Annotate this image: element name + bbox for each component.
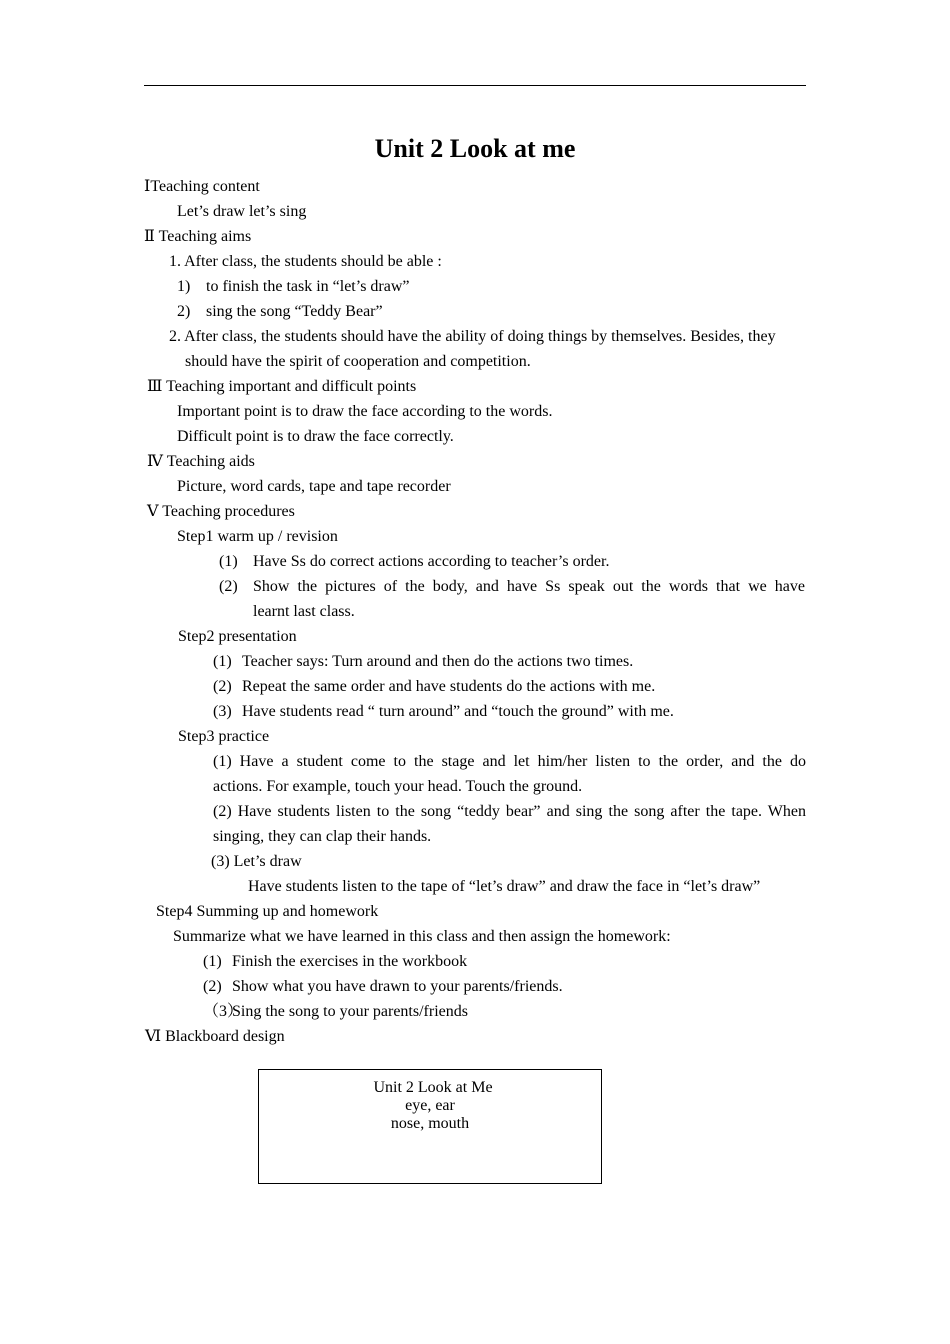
aim-1-sub-1 [177, 277, 410, 297]
list-number: (2) [219, 578, 238, 595]
page-title: Unit 2 Look at me [374, 134, 576, 163]
section-6-heading: Ⅵ Blackboard design [145, 1028, 285, 1045]
aim-1: 1. After class, the students should be able : [169, 253, 442, 270]
aim-1-sub-2 [177, 302, 383, 322]
list-number: 1) [177, 278, 191, 295]
section-5-heading: Ⅴ Teaching procedures [147, 503, 295, 520]
step-3-heading: Step3 practice [178, 728, 270, 745]
difficult-point: Difficult point is to draw the face correctly. [177, 428, 454, 445]
list-number: (1) [203, 953, 222, 970]
list-number: (1) [213, 653, 232, 670]
blackboard-title: Unit 2 Look at Me [373, 1079, 493, 1096]
aim-2-line-1: 2. After class, the students should have the ability of doing things by themselves. Besides, they [169, 328, 776, 345]
step-3-item-2-line-1: (2) Have students listen to the song “teddy bear” and sing the song after the tape. When [213, 803, 806, 820]
list-number: 2) [177, 303, 191, 320]
list-text: Repeat the same order and have students do the actions with me. [242, 678, 656, 695]
step-3-item-3-detail: Have students listen to the tape of “let’s draw” and draw the face in “let’s draw” [248, 878, 761, 895]
step-1-heading: Step1 warm up / revision [177, 528, 338, 545]
teaching-content-line: Let’s draw let’s sing [177, 203, 307, 220]
step-4-intro: Summarize what we have learned in this class and then assign the homework: [173, 928, 671, 945]
blackboard-line-2: nose, mouth [390, 1115, 470, 1132]
step-3-item-3: (3) Let’s draw [211, 853, 302, 870]
list-text: Teacher says: Turn around and then do the actions two times. [242, 653, 634, 670]
step-4-heading: Step4 Summing up and homework [156, 903, 379, 920]
important-point: Important point is to draw the face according to the words. [177, 403, 553, 420]
step-3-item-2-line-2: singing, they can clap their hands. [213, 828, 432, 845]
list-text: Sing the song to your parents/friends [232, 1003, 468, 1020]
list-number: (3) [213, 703, 232, 720]
blackboard-line-1: eye, ear [405, 1097, 455, 1114]
list-text: Show what you have drawn to your parents/friends. [232, 978, 563, 995]
step-3-item-1-line-1: (1) Have a student come to the stage and let him/her listen to the order, and the do [213, 753, 806, 770]
blackboard-design-box [258, 1069, 602, 1184]
list-number: （3） [203, 1003, 244, 1020]
section-1-heading: ⅠTeaching content [144, 178, 260, 195]
section-2-heading: Ⅱ Teaching aims [144, 228, 252, 245]
step-2-item-3 [213, 702, 674, 722]
list-text: Have Ss do correct actions according to teacher’s order. [253, 553, 610, 570]
aim-2-line-2: should have the spirit of cooperation and competition. [185, 353, 531, 370]
list-text: to finish the task in “let’s draw” [206, 278, 410, 295]
teaching-aids-line: Picture, word cards, tape and tape recorder [177, 478, 451, 495]
list-number: (2) [203, 978, 222, 995]
step-1-item-1 [219, 552, 609, 572]
list-number: (1) [219, 553, 238, 570]
section-4-heading: Ⅳ Teaching aids [147, 453, 255, 470]
step-3-item-1-line-2: actions. For example, touch your head. Touch the ground. [213, 778, 583, 795]
section-3-heading: Ⅲ Teaching important and difficult points [147, 378, 417, 395]
list-text: sing the song “Teddy Bear” [206, 303, 383, 320]
step-4-item-1 [203, 952, 467, 972]
step-2-item-1 [213, 652, 633, 672]
list-text: Finish the exercises in the workbook [232, 953, 468, 970]
header-rule [144, 85, 806, 86]
step-4-item-3 [203, 1002, 468, 1022]
step-2-item-2 [213, 677, 655, 697]
list-text: Have students read “ turn around” and “touch the ground” with me. [242, 703, 674, 720]
step-4-item-2 [203, 977, 563, 997]
list-number: (2) [213, 678, 232, 695]
step-1-item-2-line-1: Show the pictures of the body, and have Ss speak out the words that we have [253, 578, 805, 595]
step-2-heading: Step2 presentation [178, 628, 297, 645]
step-1-item-2-line-2: learnt last class. [253, 603, 355, 620]
